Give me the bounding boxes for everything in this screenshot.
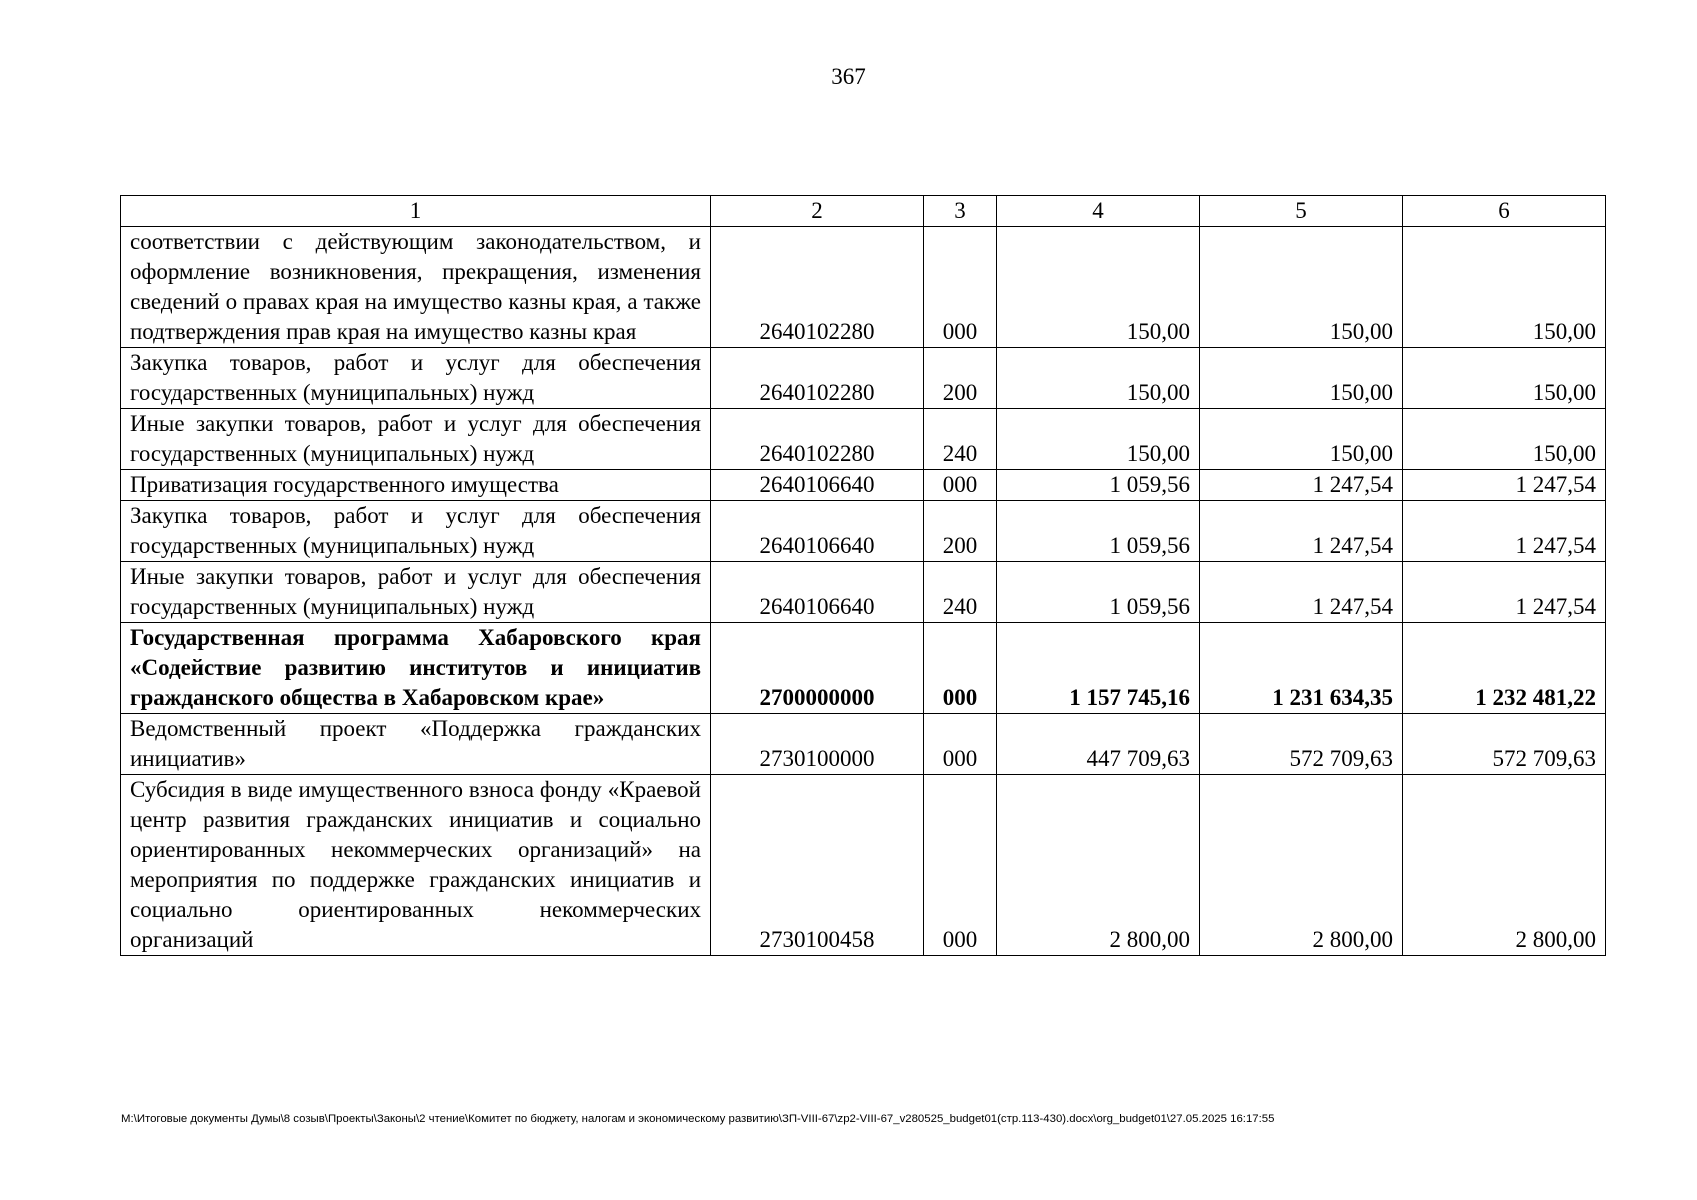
table-row	[121, 227, 1606, 348]
column-header: 3	[924, 196, 997, 227]
column-header: 4	[997, 196, 1200, 227]
table-row	[121, 409, 1606, 470]
expense-type-code: 240	[924, 562, 997, 623]
amount-col-4: 150,00	[997, 409, 1200, 470]
expense-type-code: 200	[924, 348, 997, 409]
row-description: Субсидия в виде имущественного взноса фонду «Краевой центр развития гражданских инициатив и социально ориентированных некоммерческих организаций» на мероприятия по поддержке гражданских инициатив и социально ориентированных некоммерческих организаций	[121, 775, 711, 956]
amount-col-6: 150,00	[1403, 227, 1606, 348]
amount-col-4: 2 800,00	[997, 775, 1200, 956]
amount-col-4: 1 059,56	[997, 501, 1200, 562]
amount-col-6: 150,00	[1403, 409, 1606, 470]
amount-col-4: 1 157 745,16	[997, 623, 1200, 714]
expense-type-code: 000	[924, 227, 997, 348]
target-article-code: 2640102280	[711, 227, 924, 348]
table-row	[121, 714, 1606, 775]
expense-type-code: 000	[924, 623, 997, 714]
amount-col-6: 150,00	[1403, 348, 1606, 409]
amount-col-4: 150,00	[997, 227, 1200, 348]
column-header: 5	[1200, 196, 1403, 227]
amount-col-5: 150,00	[1200, 227, 1403, 348]
row-description: Государственная программа Хабаровского края «Содействие развитию институтов и инициатив гражданского общества в Хабаровском крае»	[121, 623, 711, 714]
header-row	[121, 196, 1606, 227]
target-article-code: 2700000000	[711, 623, 924, 714]
amount-col-6: 2 800,00	[1403, 775, 1606, 956]
amount-col-5: 1 247,54	[1200, 562, 1403, 623]
target-article-code: 2730100000	[711, 714, 924, 775]
page-number: 367	[831, 64, 866, 89]
amount-col-5: 150,00	[1200, 409, 1403, 470]
row-description: Закупка товаров, работ и услуг для обеспечения государственных (муниципальных) нужд	[121, 348, 711, 409]
amount-col-6: 1 247,54	[1403, 470, 1606, 501]
amount-col-5: 572 709,63	[1200, 714, 1403, 775]
row-description: Иные закупки товаров, работ и услуг для обеспечения государственных (муниципальных) нужд	[121, 562, 711, 623]
target-article-code: 2640106640	[711, 470, 924, 501]
column-header: 6	[1403, 196, 1606, 227]
table-row	[121, 501, 1606, 562]
amount-col-5: 1 247,54	[1200, 501, 1403, 562]
target-article-code: 2730100458	[711, 775, 924, 956]
amount-col-4: 150,00	[997, 348, 1200, 409]
target-article-code: 2640102280	[711, 409, 924, 470]
amount-col-5: 1 247,54	[1200, 470, 1403, 501]
document-file-path: М:\Итоговые документы Думы\8 созыв\Проекты\Законы\2 чтение\Комитет по бюджету, налогам и экономическому развитию\ЗП-VIII-67\zp2-VIII-67_v280525_budget01(стр.113-430).docx\org_budget01\27.05.2025 16:17:55	[121, 1113, 1275, 1125]
column-header: 1	[121, 196, 711, 227]
amount-col-5: 150,00	[1200, 348, 1403, 409]
amount-col-6: 572 709,63	[1403, 714, 1606, 775]
table-row	[121, 562, 1606, 623]
amount-col-4: 1 059,56	[997, 562, 1200, 623]
row-description: Иные закупки товаров, работ и услуг для обеспечения государственных (муниципальных) нужд	[121, 409, 711, 470]
amount-col-5: 2 800,00	[1200, 775, 1403, 956]
expense-type-code: 000	[924, 714, 997, 775]
target-article-code: 2640106640	[711, 562, 924, 623]
amount-col-4: 1 059,56	[997, 470, 1200, 501]
expense-type-code: 200	[924, 501, 997, 562]
budget-table	[120, 195, 1606, 956]
table-row	[121, 348, 1606, 409]
row-description: Закупка товаров, работ и услуг для обеспечения государственных (муниципальных) нужд	[121, 501, 711, 562]
table-row	[121, 470, 1606, 501]
target-article-code: 2640102280	[711, 348, 924, 409]
row-description: Приватизация государственного имущества	[121, 470, 711, 501]
amount-col-6: 1 232 481,22	[1403, 623, 1606, 714]
amount-col-4: 447 709,63	[997, 714, 1200, 775]
amount-col-6: 1 247,54	[1403, 501, 1606, 562]
table-row-program-total	[121, 623, 1606, 714]
column-header: 2	[711, 196, 924, 227]
amount-col-5: 1 231 634,35	[1200, 623, 1403, 714]
row-description: Ведомственный проект «Поддержка гражданских инициатив»	[121, 714, 711, 775]
expense-type-code: 000	[924, 775, 997, 956]
amount-col-6: 1 247,54	[1403, 562, 1606, 623]
target-article-code: 2640106640	[711, 501, 924, 562]
expense-type-code: 240	[924, 409, 997, 470]
expense-type-code: 000	[924, 470, 997, 501]
table-row	[121, 775, 1606, 956]
row-description: соответствии с действующим законодательством, и оформление возникновения, прекращения, изменения сведений о правах края на имущество казны края, а также подтверждения прав края на имущество казны края	[121, 227, 711, 348]
